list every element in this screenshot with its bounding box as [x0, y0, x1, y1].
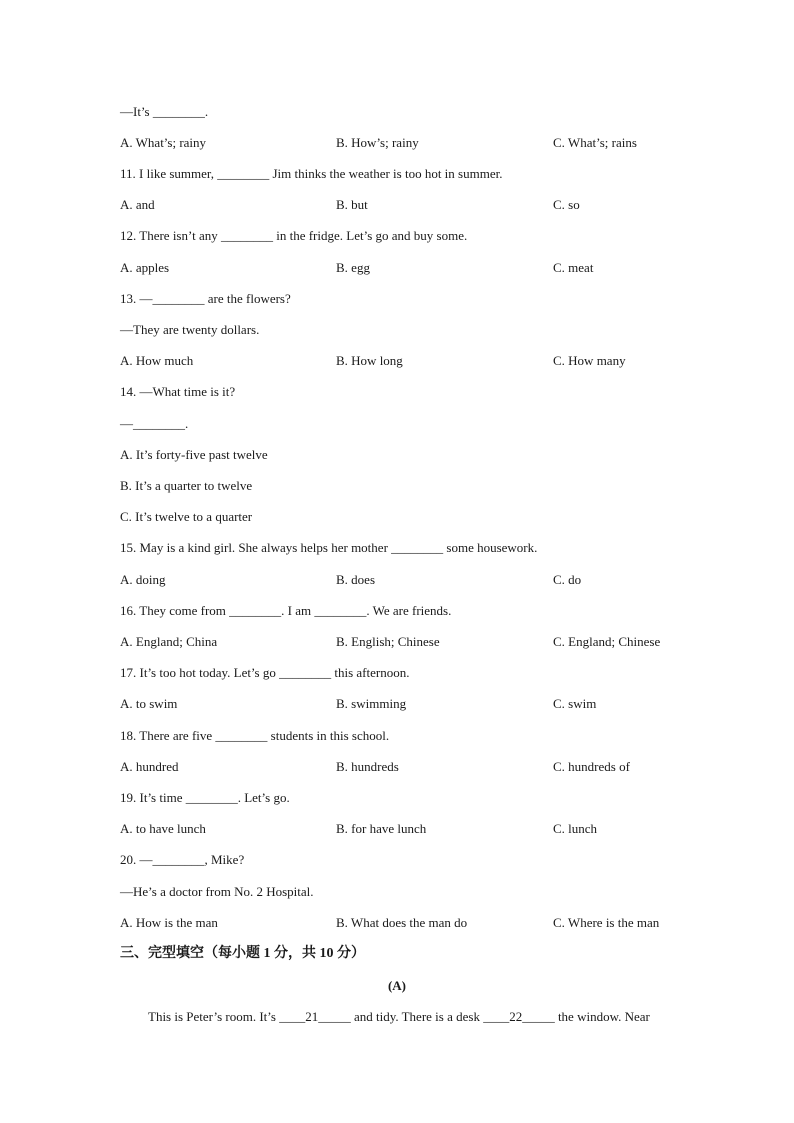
q12-option-b: B. egg: [336, 260, 370, 275]
q11-option-a: A. and: [120, 197, 155, 212]
q14-reply: —________.: [120, 416, 189, 431]
q18-option-c: C. hundreds of: [553, 759, 630, 774]
q19-stem: 19. It’s time ________. Let’s go.: [120, 790, 290, 805]
q13-option-c: C. How many: [553, 353, 626, 368]
q13-reply: —They are twenty dollars.: [120, 322, 260, 337]
q14-stem: 14. —What time is it?: [120, 384, 236, 399]
q16-stem: 16. They come from ________. I am ________. We are friends.: [120, 603, 452, 618]
q12-option-a: A. apples: [120, 260, 170, 275]
q13-option-b: B. How long: [336, 353, 403, 368]
q11-option-b: B. but: [336, 197, 368, 212]
q17-option-c: C. swim: [553, 696, 597, 711]
q16-option-a: A. England; China: [120, 634, 218, 649]
q10-option-b: B. How’s; rainy: [336, 135, 419, 150]
q17-option-b: B. swimming: [336, 696, 407, 711]
q20-option-c: C. Where is the man: [553, 915, 660, 930]
q11-stem: 11. I like summer, ________ Jim thinks the weather is too hot in summer.: [120, 166, 503, 181]
q16-option-c: C. England; Chinese: [553, 634, 661, 649]
q13-options: [120, 353, 680, 369]
q12-stem: 12. There isn’t any ________ in the fridge. Let’s go and buy some.: [120, 228, 468, 243]
q10-answer-line: —It’s ________.: [120, 104, 209, 119]
q14-option-c: C. It’s twelve to a quarter: [120, 509, 253, 524]
q17-options: [120, 696, 680, 712]
section-heading: 三、完型填空（每小题 1 分，共 10 分）: [120, 946, 365, 961]
q20-option-a: A. How is the man: [120, 915, 218, 930]
q20-reply: —He’s a doctor from No. 2 Hospital.: [120, 884, 314, 899]
q15-option-c: C. do: [553, 572, 582, 587]
q15-option-b: B. does: [336, 572, 375, 587]
q17-option-a: A. to swim: [120, 696, 178, 711]
q18-option-a: A. hundred: [120, 759, 179, 774]
q11-options: [120, 197, 680, 213]
q14-option-a: A. It’s forty-five past twelve: [120, 447, 268, 462]
q12-option-c: C. meat: [553, 260, 594, 275]
q12-options: [120, 260, 680, 276]
passage-first-line: This is Peter’s room. It’s ____21_____ and tidy. There is a desk ____22_____ the window. Near: [148, 1009, 650, 1024]
q20-option-b: B. What does the man do: [336, 915, 468, 930]
q16-options: [120, 634, 680, 650]
q19-option-a: A. to have lunch: [120, 821, 206, 836]
q15-stem: 15. May is a kind girl. She always helps her mother ________ some housework.: [120, 540, 538, 555]
q10-option-c: C. What’s; rains: [553, 135, 637, 150]
q20-options: [120, 915, 680, 931]
q14-option-b: B. It’s a quarter to twelve: [120, 478, 253, 493]
q16-option-b: B. English; Chinese: [336, 634, 440, 649]
q10-option-a: A. What’s; rainy: [120, 135, 207, 150]
q11-option-c: C. so: [553, 197, 580, 212]
q19-option-b: B. for have lunch: [336, 821, 427, 836]
passage-label: (A): [387, 978, 407, 993]
q17-stem: 17. It’s too hot today. Let’s go ________ this afternoon.: [120, 665, 410, 680]
q19-option-c: C. lunch: [553, 821, 598, 836]
q19-options: [120, 821, 680, 837]
q15-options: [120, 572, 680, 588]
q18-options: [120, 759, 680, 775]
q18-stem: 18. There are five ________ students in this school.: [120, 728, 390, 743]
q10-options: [120, 135, 680, 151]
q20-stem: 20. —________, Mike?: [120, 852, 245, 867]
q13-stem: 13. —________ are the flowers?: [120, 291, 291, 306]
q15-option-a: A. doing: [120, 572, 166, 587]
q13-option-a: A. How much: [120, 353, 194, 368]
q18-option-b: B. hundreds: [336, 759, 399, 774]
